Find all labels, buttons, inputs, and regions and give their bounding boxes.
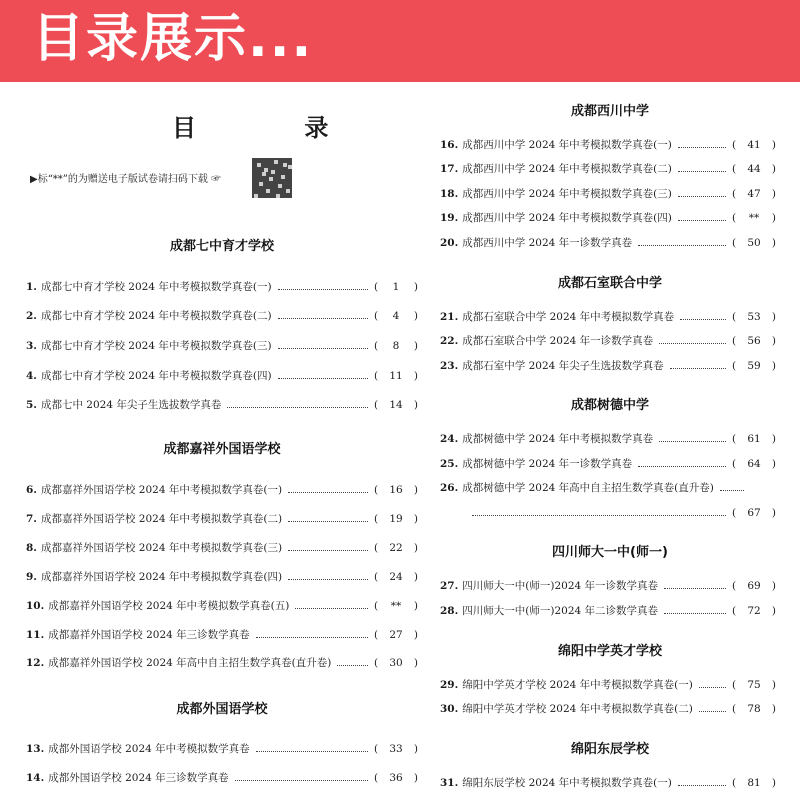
toc-entry-page: ( 27 ) bbox=[374, 629, 418, 641]
toc-entry-title: 四川师大一中(师一)2024 年二诊数学真卷 bbox=[462, 605, 659, 617]
toc-entry-number: 9. bbox=[26, 571, 37, 583]
page-number: 27 bbox=[389, 629, 403, 641]
toc-entry-title: 成都外国语学校 2024 年中考模拟数学真卷 bbox=[48, 743, 250, 755]
toc-entry[interactable] bbox=[26, 770, 418, 786]
toc-entry-title: 成都西川中学 2024 年中考模拟数学真卷(一) bbox=[462, 139, 672, 151]
toc-entry-title: 成都树德中学 2024 年一诊数学真卷 bbox=[462, 458, 633, 470]
page-number: 33 bbox=[389, 743, 403, 755]
toc-entry-page: ( 75 ) bbox=[732, 679, 776, 691]
toc-entry-title: 成都七中育才学校 2024 年中考模拟数学真卷(二) bbox=[40, 310, 272, 322]
toc-entry-page: ( 53 ) bbox=[732, 311, 776, 323]
page-number: 24 bbox=[389, 571, 403, 583]
dot-leader bbox=[278, 318, 368, 319]
page-number: 59 bbox=[747, 360, 761, 372]
dot-leader bbox=[638, 245, 726, 246]
toc-entry-number: 26. bbox=[440, 482, 459, 494]
page-number: 22 bbox=[389, 542, 403, 554]
toc-entry-page: ( 1 ) bbox=[374, 281, 418, 293]
toc-entry-number: 27. bbox=[440, 580, 459, 592]
toc-entry-title: 成都七中育才学校 2024 年中考模拟数学真卷(四) bbox=[40, 370, 272, 382]
toc-entry-number: 16. bbox=[440, 139, 459, 151]
page-number: 41 bbox=[747, 139, 761, 151]
toc-entry-page: ( 24 ) bbox=[374, 571, 418, 583]
toc-entry[interactable] bbox=[440, 210, 776, 226]
toc-entry-page: ( 72 ) bbox=[732, 605, 776, 617]
dot-leader bbox=[659, 343, 726, 344]
toc-entry-number: 12. bbox=[26, 657, 45, 669]
toc-entry[interactable] bbox=[440, 431, 776, 447]
page-number: 36 bbox=[389, 772, 403, 784]
section-heading: 成都七中育才学校 bbox=[170, 239, 275, 254]
toc-entry[interactable] bbox=[26, 338, 418, 354]
page-number: 30 bbox=[389, 657, 403, 669]
toc-entry-title: 成都石室联合中学 2024 年中考模拟数学真卷 bbox=[462, 311, 675, 323]
toc-entry-page: ( 11 ) bbox=[374, 370, 418, 382]
dot-leader bbox=[659, 441, 726, 442]
toc-entry-title: 成都嘉祥外国语学校 2024 年中考模拟数学真卷(四) bbox=[40, 571, 283, 583]
toc-entry-page: ( 4 ) bbox=[374, 310, 418, 322]
toc-entry-number: 20. bbox=[440, 237, 459, 249]
toc-entry[interactable] bbox=[26, 279, 418, 295]
section-heading: 绵阳东辰学校 bbox=[571, 742, 650, 757]
dot-leader bbox=[678, 220, 726, 221]
toc-entry-title: 成都西川中学 2024 年中考模拟数学真卷(三) bbox=[462, 188, 672, 200]
page-number: 47 bbox=[747, 188, 761, 200]
toc-entry-title: 成都西川中学 2024 年中考模拟数学真卷(四) bbox=[462, 212, 672, 224]
toc-entry-number: 8. bbox=[26, 542, 37, 554]
section-heading: 四川师大一中(师一) bbox=[552, 545, 668, 560]
page-number: 19 bbox=[389, 513, 403, 525]
toc-entry-number: 17. bbox=[440, 163, 459, 175]
toc-entry[interactable] bbox=[440, 677, 776, 693]
toc-entry-title: 成都石室联合中学 2024 年一诊数学真卷 bbox=[462, 335, 654, 347]
toc-entry[interactable] bbox=[440, 161, 776, 177]
toc-entry-number: 11. bbox=[26, 629, 45, 641]
dot-leader bbox=[699, 687, 726, 688]
page-number: 4 bbox=[392, 310, 400, 322]
page-number: 67 bbox=[747, 507, 761, 519]
toc-entry-page: ( 33 ) bbox=[374, 743, 418, 755]
toc-entry[interactable] bbox=[440, 333, 776, 349]
toc-entry-title: 成都树德中学 2024 年中考模拟数学真卷 bbox=[462, 433, 654, 445]
page-number: 75 bbox=[747, 679, 761, 691]
page-number: 44 bbox=[747, 163, 761, 175]
dot-leader bbox=[670, 368, 726, 369]
toc-entry-title: 成都嘉祥外国语学校 2024 年中考模拟数学真卷(二) bbox=[40, 513, 283, 525]
toc-entry-title: 绵阳东辰学校 2024 年中考模拟数学真卷(一) bbox=[462, 777, 672, 789]
dot-leader bbox=[678, 196, 726, 197]
toc-entry[interactable] bbox=[440, 578, 776, 594]
toc-entry-number: 23. bbox=[440, 360, 459, 372]
toc-entry[interactable] bbox=[26, 540, 418, 556]
toc-entry-continuation[interactable] bbox=[466, 505, 776, 521]
toc-entry-page: ( 14 ) bbox=[374, 399, 418, 411]
toc-entry[interactable] bbox=[440, 480, 776, 496]
dot-leader bbox=[678, 147, 726, 148]
toc-entry[interactable] bbox=[440, 137, 776, 153]
toc-entry[interactable] bbox=[26, 511, 418, 527]
toc-entry-number: 30. bbox=[440, 703, 459, 715]
dot-leader bbox=[678, 171, 726, 172]
toc-entry-number: 1. bbox=[26, 281, 37, 293]
page-number: 56 bbox=[747, 335, 761, 347]
toc-entry-number: 2. bbox=[26, 310, 37, 322]
section-heading: 成都石室联合中学 bbox=[558, 276, 663, 291]
dot-leader bbox=[472, 515, 726, 516]
page-number: 50 bbox=[747, 237, 761, 249]
dot-leader bbox=[664, 613, 726, 614]
toc-entry-page: ( 19 ) bbox=[374, 513, 418, 525]
dot-leader bbox=[288, 579, 368, 580]
page-number: 81 bbox=[747, 777, 761, 789]
toc-entry-page: ( 81 ) bbox=[732, 777, 776, 789]
page-number: ** bbox=[748, 212, 760, 224]
toc-entry-title: 四川师大一中(师一)2024 年一诊数学真卷 bbox=[462, 580, 659, 592]
toc-entry-number: 10. bbox=[26, 600, 45, 612]
dot-leader bbox=[699, 711, 726, 712]
toc-entry[interactable] bbox=[440, 775, 776, 791]
download-note: ▶标“**”的为赠送电子版试卷请扫码下载 ☞ bbox=[30, 174, 222, 185]
dot-leader bbox=[235, 780, 368, 781]
toc-entry[interactable] bbox=[26, 368, 418, 384]
toc-entry-page: ( 41 ) bbox=[732, 139, 776, 151]
banner bbox=[0, 0, 800, 82]
toc-entry-title: 成都七中育才学校 2024 年中考模拟数学真卷(三) bbox=[40, 340, 272, 352]
page-number: 53 bbox=[747, 311, 761, 323]
page-number: 72 bbox=[747, 605, 761, 617]
toc-entry-page: ( 50 ) bbox=[732, 237, 776, 249]
toc-entry-number: 22. bbox=[440, 335, 459, 347]
toc-entry-title: 成都外国语学校 2024 年三诊数学真卷 bbox=[48, 772, 229, 784]
dot-leader bbox=[638, 466, 726, 467]
dot-leader bbox=[256, 751, 368, 752]
toc-entry[interactable] bbox=[440, 309, 776, 325]
toc-entry[interactable] bbox=[26, 627, 418, 643]
page-number: 1 bbox=[392, 281, 400, 293]
toc-entry-page: ( 64 ) bbox=[732, 458, 776, 470]
toc-entry-page: ( 44 ) bbox=[732, 163, 776, 175]
toc-entry-number: 14. bbox=[26, 772, 45, 784]
toc-entry-number: 31. bbox=[440, 777, 459, 789]
toc-entry-number: 25. bbox=[440, 458, 459, 470]
toc-entry-page: ( 8 ) bbox=[374, 340, 418, 352]
toc-entry-number: 24. bbox=[440, 433, 459, 445]
page-number: 14 bbox=[389, 399, 403, 411]
page-number: 69 bbox=[747, 580, 761, 592]
toc-entry[interactable] bbox=[26, 308, 418, 324]
toc-entry[interactable] bbox=[26, 741, 418, 757]
toc-entry-number: 21. bbox=[440, 311, 459, 323]
page-number: 16 bbox=[389, 484, 403, 496]
page-number: 8 bbox=[392, 340, 400, 352]
toc-entry-title: 成都嘉祥外国语学校 2024 年高中自主招生数学真卷(直升卷) bbox=[48, 657, 332, 669]
toc-entry[interactable] bbox=[440, 358, 776, 374]
toc-entry-title: 成都树德中学 2024 年高中自主招生数学真卷(直升卷) bbox=[462, 482, 714, 494]
toc-entry-page: ( 16 ) bbox=[374, 484, 418, 496]
toc-entry-title: 成都西川中学 2024 年一诊数学真卷 bbox=[462, 237, 633, 249]
qr-code-icon[interactable] bbox=[252, 158, 292, 198]
dot-leader bbox=[278, 378, 368, 379]
toc-entry-title: 绵阳中学英才学校 2024 年中考模拟数学真卷(一) bbox=[462, 679, 693, 691]
section-heading: 成都外国语学校 bbox=[176, 702, 268, 717]
toc-entry-page: ( 78 ) bbox=[732, 703, 776, 715]
toc-entry-title: 成都石室中学 2024 年尖子生选拔数学真卷 bbox=[462, 360, 664, 372]
dot-leader bbox=[288, 550, 368, 551]
toc-entry-page: ( 22 ) bbox=[374, 542, 418, 554]
toc-entry-number: 19. bbox=[440, 212, 459, 224]
banner-title: 目录展示... bbox=[32, 9, 314, 69]
toc-entry-page: ( 61 ) bbox=[732, 433, 776, 445]
dot-leader bbox=[678, 785, 726, 786]
toc-entry-page: ( 47 ) bbox=[732, 188, 776, 200]
section-heading: 成都嘉祥外国语学校 bbox=[163, 442, 281, 457]
toc-entry-title: 成都嘉祥外国语学校 2024 年三诊数学真卷 bbox=[48, 629, 250, 641]
toc-entry-title: 成都嘉祥外国语学校 2024 年中考模拟数学真卷(三) bbox=[40, 542, 283, 554]
toc-entry-number: 3. bbox=[26, 340, 37, 352]
dot-leader bbox=[720, 490, 744, 491]
toc-entry-title: 成都七中 2024 年尖子生选拔数学真卷 bbox=[40, 399, 222, 411]
toc-entry-number: 18. bbox=[440, 188, 459, 200]
page-number: 61 bbox=[747, 433, 761, 445]
toc-entry-page: ( 56 ) bbox=[732, 335, 776, 347]
toc-entry-number: 5. bbox=[26, 399, 37, 411]
toc-entry-page: ( 36 ) bbox=[374, 772, 418, 784]
dot-leader bbox=[337, 665, 368, 666]
toc-entry[interactable] bbox=[26, 397, 418, 413]
dot-leader bbox=[278, 289, 368, 290]
toc-entry-page: ( ** ) bbox=[374, 600, 418, 612]
toc-entry[interactable] bbox=[26, 598, 418, 614]
toc-entry[interactable] bbox=[440, 603, 776, 619]
toc-entry-title: 成都嘉祥外国语学校 2024 年中考模拟数学真卷(五) bbox=[48, 600, 290, 612]
dot-leader bbox=[227, 407, 368, 408]
toc-entry[interactable] bbox=[440, 456, 776, 472]
toc-entry[interactable] bbox=[440, 235, 776, 251]
section-heading: 成都西川中学 bbox=[571, 104, 650, 119]
dot-leader bbox=[256, 637, 368, 638]
toc-entry-number: 13. bbox=[26, 743, 45, 755]
toc-entry-number: 29. bbox=[440, 679, 459, 691]
toc-entry-number: 7. bbox=[26, 513, 37, 525]
toc-entry[interactable] bbox=[26, 569, 418, 585]
toc-entry-title: 成都嘉祥外国语学校 2024 年中考模拟数学真卷(一) bbox=[40, 484, 283, 496]
section-heading: 成都树德中学 bbox=[571, 398, 650, 413]
toc-entry-page: ( 69 ) bbox=[732, 580, 776, 592]
toc-entry[interactable] bbox=[26, 655, 418, 671]
dot-leader bbox=[288, 492, 368, 493]
dot-leader bbox=[680, 319, 726, 320]
toc-entry-number: 6. bbox=[26, 484, 37, 496]
toc-entry-number: 28. bbox=[440, 605, 459, 617]
dot-leader bbox=[295, 608, 368, 609]
toc-entry[interactable] bbox=[440, 701, 776, 717]
page-number: 78 bbox=[747, 703, 761, 715]
toc-entry-number: 4. bbox=[26, 370, 37, 382]
page-number: ** bbox=[390, 600, 402, 612]
dot-leader bbox=[278, 348, 368, 349]
toc-title: 目 录 bbox=[172, 113, 379, 142]
toc-entry[interactable] bbox=[26, 482, 418, 498]
page-number: 64 bbox=[747, 458, 761, 470]
page-number: 11 bbox=[389, 370, 403, 382]
dot-leader bbox=[288, 521, 368, 522]
toc-entry-page: ( 67 ) bbox=[732, 507, 776, 519]
toc-entry-title: 成都西川中学 2024 年中考模拟数学真卷(二) bbox=[462, 163, 672, 175]
toc-entry-page: ( 59 ) bbox=[732, 360, 776, 372]
section-heading: 绵阳中学英才学校 bbox=[558, 644, 663, 659]
toc-entry-title: 绵阳中学英才学校 2024 年中考模拟数学真卷(二) bbox=[462, 703, 693, 715]
toc-entry[interactable] bbox=[440, 186, 776, 202]
toc-entry-title: 成都七中育才学校 2024 年中考模拟数学真卷(一) bbox=[40, 281, 272, 293]
toc-entry-page: ( ** ) bbox=[732, 212, 776, 224]
dot-leader bbox=[664, 588, 726, 589]
toc-entry-page: ( 30 ) bbox=[374, 657, 418, 669]
